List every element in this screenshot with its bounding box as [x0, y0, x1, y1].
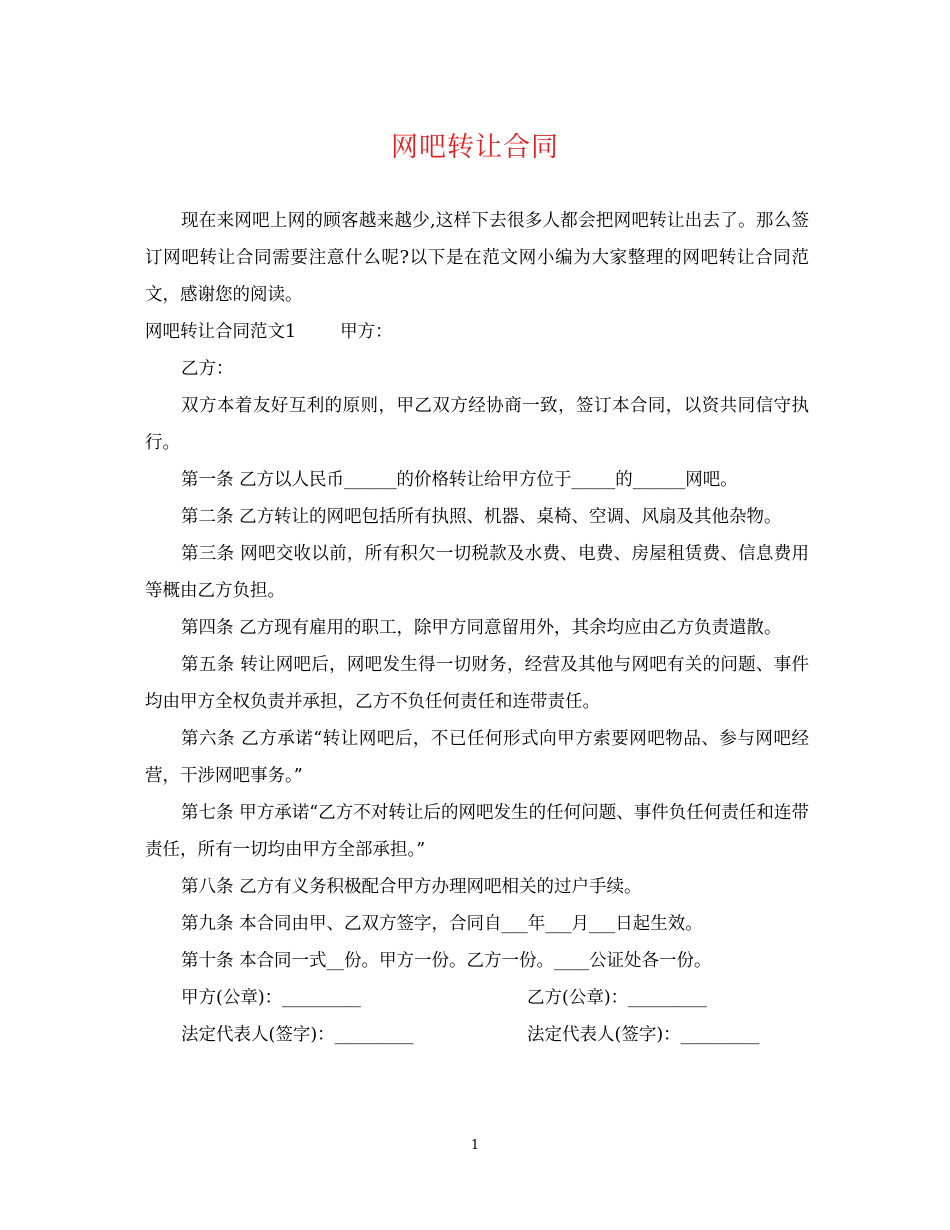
intro-paragraph: 现在来网吧上网的顾客越来越少,这样下去很多人都会把网吧转让出去了。那么签订网吧转让合同需要注意什么呢?以下是在范文网小编为大家整理的网吧转让合同范文，感谢您的阅读。 [145, 211, 809, 305]
article-10: 第十条 本合同一式__份。甲方一份。乙方一份。____公证处各一份。 [181, 951, 712, 971]
document-title: 网吧转让合同 [391, 132, 559, 163]
article-8: 第八条 乙方有义务积极配合甲方办理网吧相关的过户手续。 [181, 877, 642, 897]
article-4: 第四条 乙方现有雇用的职工，除甲方同意留用外，其余均应由乙方负责遣散。 [181, 618, 782, 638]
sample-heading-line [145, 314, 809, 351]
preamble-paragraph: 双方本着友好互利的原则，甲乙双方经协商一致，签订本合同，以资共同信守执行。 [145, 396, 809, 453]
seal-signature-row [145, 980, 809, 1017]
party-b-seal-field: 乙方(公章)：_________ [527, 988, 707, 1008]
article-6: 第六条 乙方承诺“转让网吧后，不已任何形式向甲方索要网吧物品、参与网吧经营，干涉网吧事务。” [145, 729, 809, 786]
party-a-label: 甲方： [340, 322, 393, 342]
document-body [145, 203, 809, 1054]
article-1: 第一条 乙方以人民币______的价格转让给甲方位于_____的______网吧。 [181, 470, 738, 490]
party-b-representative-field: 法定代表人(签字)：_________ [527, 1025, 760, 1045]
party-a-representative-field: 法定代表人(签字)：_________ [181, 1025, 414, 1045]
party-a-seal-field: 甲方(公章)：_________ [181, 988, 361, 1008]
article-3: 第三条 网吧交收以前，所有积欠一切税款及水费、电费、房屋租赁费、信息费用等概由乙方负担。 [145, 544, 809, 601]
page-number: 1 [470, 1138, 480, 1153]
article-5: 第五条 转让网吧后，网吧发生得一切财务，经营及其他与网吧有关的问题、事件均由甲方全权负责并承担，乙方不负任何责任和连带责任。 [145, 655, 809, 712]
representative-signature-row [145, 1017, 809, 1054]
article-9: 第九条 本合同由甲、乙双方签字，合同自___年___月___日起生效。 [181, 914, 703, 934]
article-7: 第七条 甲方承诺“乙方不对转让后的网吧发生的任何问题、事件负任何责任和连带责任，所有一切均由甲方全部承担。” [145, 803, 809, 860]
article-2: 第二条 乙方转让的网吧包括所有执照、机器、桌椅、空调、风扇及其他杂物。 [181, 507, 782, 527]
sample-heading: 网吧转让合同范文1 [145, 322, 297, 342]
party-b-label: 乙方： [181, 359, 234, 379]
